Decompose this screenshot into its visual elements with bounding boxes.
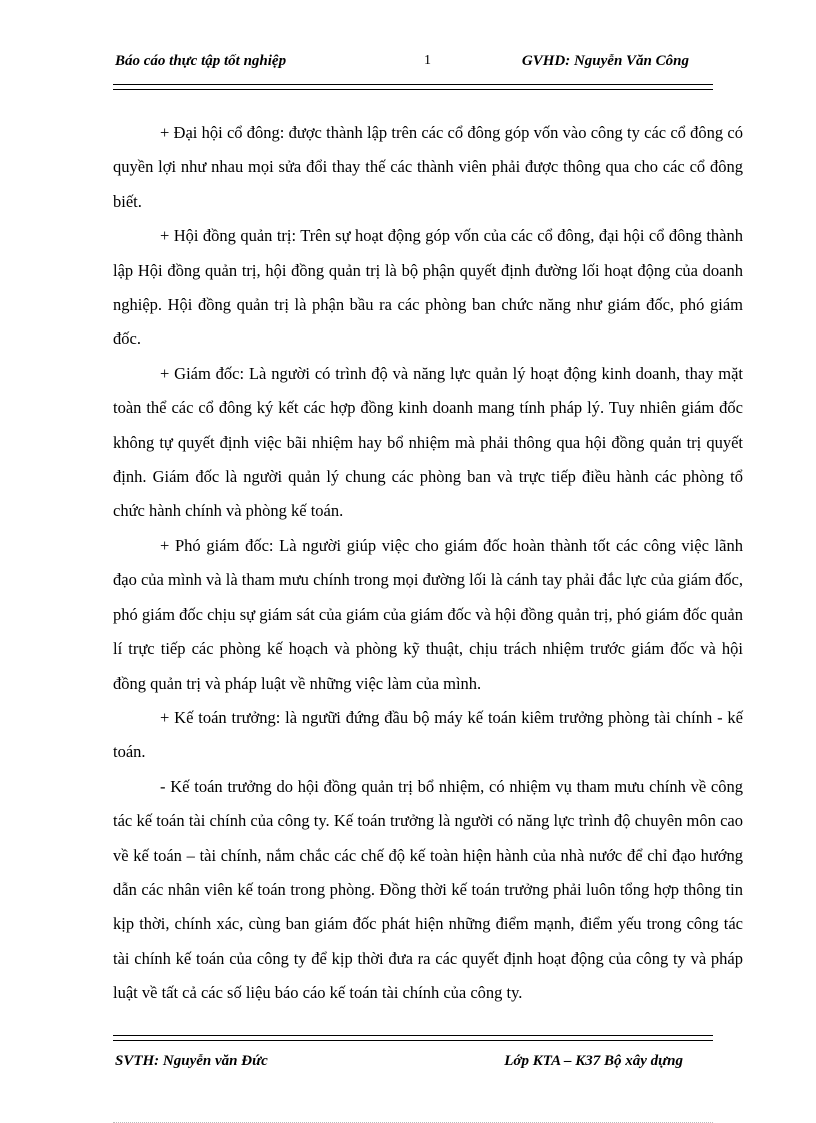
paragraph-chief-accountant-duties: - Kế toán trưởng do hội đồng quản trị bổ nhiệm, có nhiệm vụ tham mưu chính về công tác kế toán tài chính của công ty. Kế toán trưởng là người có năng lực trình độ chuyên môn cao về kế toán – tài chính, nắm chắc các chế độ kế toàn hiện hành của nhà nước để chỉ đạo hướng dẫn các nhân viên kế toán trong phòng. Đồng thời kế toán trưởng phải luôn tổng hợp thông tin kịp thời, chính xác, cùng ban giám đốc phát hiện những điểm mạnh, điểm yếu trong công tác tài chính kế toán của công ty để kịp thời đưa ra các quyết định hoạt động của công ty và pháp luật về tất cả các số liệu báo cáo kế toán tài chính của công ty.: [113, 776, 743, 1003]
footer-divider: [113, 1035, 713, 1041]
paragraph-director: + Giám đốc: Là người có trình độ và năng lực quản lý hoạt động kinh doanh, thay mặt toàn thể các cổ đông ký kết các hợp đồng kinh doanh mang tính pháp lý. Tuy nhiên giám đốc không tự quyết định việc bãi nhiệm hay bổ nhiệm mà phải thông qua hội đồng quản trị quyết định. Giám đốc là người quản lý chung các phòng ban và trực tiếp điều hành các phòng tổ chức hành chính và phòng kế toán.: [113, 363, 743, 521]
paragraph-board-of-directors: + Hội đồng quản trị: Trên sự hoạt động góp vốn của các cổ đông, đại hội cổ đông thành lập Hội đồng quản trị, hội đồng quản trị là bộ phận quyết định đường lối hoạt động của doanh nghiệp. Hội đồng quản trị là phận bầu ra các phòng ban chức năng như giám đốc, phó giám đốc.: [113, 226, 743, 349]
header-divider: [113, 84, 713, 90]
footer-student: SVTH: Nguyễn văn Đức: [115, 1053, 268, 1069]
header-supervisor: GVHD: Nguyễn Văn Công: [521, 53, 689, 69]
paragraph-shareholders-meeting: + Đại hội cổ đông: được thành lập trên các cổ đông góp vốn vào công ty các cổ đông có quyền lợi như nhau mọi sửa đổi thay thế các thành viên phải được thông qua cho các cổ đông biết.: [113, 123, 743, 211]
paragraph-chief-accountant: + Kế toán trưởng: là ngưữi đứng đầu bộ máy kế toán kiêm trưởng phòng tài chính - kế toán.: [113, 707, 743, 762]
page-header: [113, 50, 703, 76]
page-footer: [113, 1053, 703, 1077]
paragraph-deputy-director: + Phó giám đốc: Là người giúp việc cho giám đốc hoàn thành tốt các công việc lãnh đạo của mình và là tham mưu chính trong mọi đường lối là cánh tay phải đắc lực của giám đốc, phó giám đốc chịu sự giám sát của giám của giám đốc và hội đồng quản trị, phó giám đốc quản lí trực tiếp các phòng kế hoạch và phòng kỹ thuật, chịu trách nhiệm trước giám đốc và hội đồng quản trị và pháp luật về những việc làm của mình.: [113, 535, 743, 693]
header-page-number: 1: [424, 53, 431, 68]
document-body: [113, 116, 743, 1011]
header-report-title: Báo cáo thực tập tốt nghiệp: [115, 53, 287, 69]
footer-class: Lớp KTA – K37 Bộ xây dựng: [504, 1053, 683, 1069]
